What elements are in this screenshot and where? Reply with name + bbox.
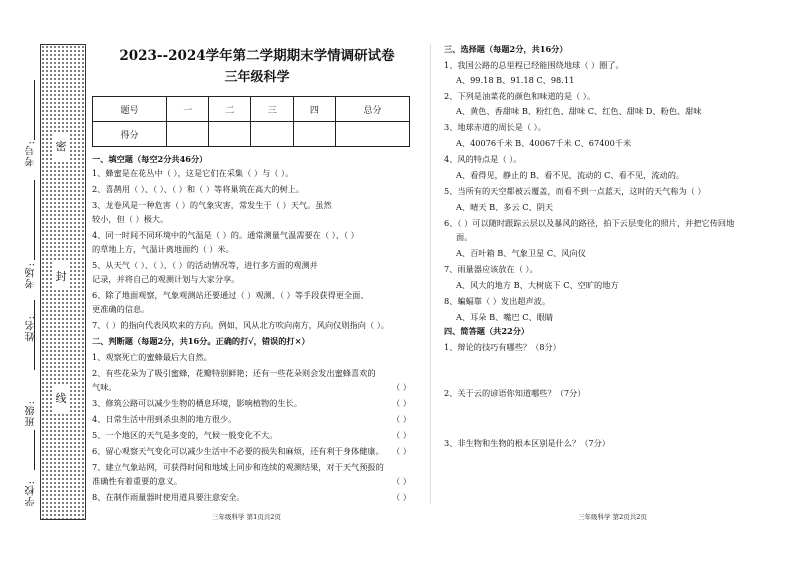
fill-line: 4、同一时间不同环境中的气温是（ ）的。通常测量气温需要在（ ）、（ ） (92, 230, 359, 240)
answer-blank[interactable]: （ ） (392, 476, 411, 486)
exam-subject: 三年级科学 (224, 70, 290, 85)
score-cell: 总分 (336, 97, 410, 122)
score-input-cell[interactable] (336, 122, 410, 147)
side-label-name: 姓名: (26, 315, 37, 342)
choice-line: A、晴天 B、多云 C、阴天 (456, 202, 554, 212)
judge-item: 3、修筑公路可以减少生物的栖息环境，影响植物的生长。 (92, 398, 302, 408)
choice-line: 4、风的特点是（ ）。 (444, 154, 522, 164)
exam-title: 2023--2024学年第二学期期末学情调研试卷 (119, 48, 395, 64)
judge-item: 准确性有着重要的意义。 (92, 476, 183, 486)
page-divider (430, 44, 431, 504)
short-answer-question: 3、非生物和生物的根本区别是什么？（7分） (444, 438, 610, 448)
seal-mi: 密 (52, 132, 70, 160)
answer-blank[interactable]: （ ） (392, 430, 411, 440)
judge-item: 气味。 (92, 382, 117, 392)
score-input-cell[interactable] (293, 122, 335, 147)
choice-line: 面。 (456, 232, 473, 242)
fill-line: 5、从天气（ ）、（ ）、（ ）的活动情况等，进行多方面的观测并 (92, 260, 318, 270)
side-label-school: 学校: (26, 480, 37, 507)
fill-line: 3、龙卷风是一种危害（ ）的气象灾害，常发生于（ ）天气。虽然 (92, 200, 332, 210)
section2-title: 二、判断题（每题2分，共16分。正确的打√，错误的打×） (92, 336, 310, 346)
choice-line: A、40076千米 B、40067千米 C、67400千米 (456, 138, 632, 148)
judge-item: 1、观察死亡的蜜蜂最后大自然。 (92, 352, 212, 362)
judge-item: 7、建立气象站网，可获得时间和地域上同步和连续的观测结果，对于天气预报的 (92, 462, 384, 472)
judge-item: 2、有些花朵为了吸引蜜蜂，花瓣特别鲜艳；还有一些花朵则会发出蜜蜂喜欢的 (92, 368, 376, 378)
score-table-header-row (93, 97, 410, 122)
judge-item: 8、在制作雨量器时使用道具要注意安全。 (92, 492, 245, 502)
section1-title: 一、填空题（每空2分共46分） (92, 154, 208, 164)
fill-line: 6、除了地面观察，气象观测站还要通过（ ）观测、（ ）等手段获得更全面、 (92, 290, 369, 300)
short-answer-question: 1、辩论的技巧有哪些？（8分） (444, 342, 561, 352)
side-label-class: 班级: (26, 400, 37, 427)
score-cell: 题号 (93, 97, 167, 122)
choice-line: 3、地球赤道的周长是（ ）。 (444, 122, 546, 132)
score-input-cell[interactable] (209, 122, 251, 147)
answer-blank[interactable]: （ ） (392, 414, 411, 424)
choice-line: A、百叶箱 B、气象卫星 C、风向仪 (456, 248, 586, 258)
judge-item: 5、一个地区的天气是多变的，气候一般变化不大。 (92, 430, 278, 440)
choice-line: 5、当所有的天空都被云覆盖，而看不到一点蓝天，这时的天气称为（ ） (444, 186, 706, 196)
side-label-exam-number: 考号: (26, 140, 37, 167)
choice-line: A、看得见，静止的 B、看不见，流动的 C、看不见，流动的。 (456, 170, 685, 180)
choice-line: 1、我国公路的总里程已经能围绕地球（ ）圈了。 (444, 60, 624, 70)
choice-line: 7、雨量器应该放在（ ）。 (444, 264, 538, 274)
page-footer-right: 三年级科学 第2页共2页 (578, 513, 647, 521)
score-input-cell[interactable] (251, 122, 293, 147)
fill-line: 2、喜鹊用（ ）、（ ）、（ ）和（ ）等将巢筑在高大的树上。 (92, 184, 305, 194)
judge-item: 6、留心观察天气变化可以减少生活中不必要的损失和麻烦，还有利于身体健康。 (92, 446, 384, 456)
choice-line: 2、下列是油菜花的颜色和味道的是（ ）。 (444, 91, 596, 101)
fill-line: 的草地上方，气温计离地面约（ ）米。 (92, 244, 234, 254)
choice-line: A、99.18 B、91.18 C、98.11 (456, 75, 575, 85)
fill-line: 7、（ ）的指向代表风吹来的方向。例如，风从北方吹向南方，风向仪则指向（ ）。 (92, 320, 389, 330)
score-table (92, 96, 410, 147)
score-cell: 一 (166, 97, 208, 122)
fill-line: 1、蜂蜜是在花丛中（ ），这是它们在采集（ ）与（ ）。 (92, 168, 294, 178)
fill-line: 较小，但（ ）极大。 (92, 214, 169, 224)
seal-xian: 线 (52, 384, 70, 412)
choice-line: A、风大的地方 B、大树底下 C、空旷的地方 (456, 280, 619, 290)
answer-blank[interactable]: （ ） (392, 492, 411, 502)
page-footer-left: 三年级科学 第1页共2页 (212, 513, 281, 521)
answer-blank[interactable]: （ ） (392, 398, 411, 408)
section4-title: 四、简答题（共22分） (444, 326, 530, 336)
score-cell: 二 (209, 97, 251, 122)
answer-blank[interactable]: （ ） (392, 446, 411, 456)
score-cell: 四 (293, 97, 335, 122)
side-label-exam-room: 考场: (26, 262, 37, 289)
choice-line: A、耳朵 B、嘴巴 C、眼睛 (456, 312, 554, 322)
choice-line: 8、蝙蝠靠（ ）发出超声波。 (444, 296, 551, 306)
seal-feng: 封 (52, 262, 70, 290)
fill-line: 更准确的信息。 (92, 304, 150, 314)
short-answer-question: 2、关于云的谚语你知道哪些？（7分） (444, 388, 586, 398)
score-cell: 三 (251, 97, 293, 122)
section3-title: 三、选择题（每题2分，共16分） (444, 44, 568, 54)
score-input-cell[interactable] (166, 122, 208, 147)
fill-line: 记录，并将自己的观测计划与大家分享。 (92, 274, 240, 284)
score-table-score-row (93, 122, 410, 147)
answer-blank[interactable]: （ ） (392, 382, 411, 392)
choice-line: A、黄色、香甜味 B、粉红色、甜味 C、红色、甜味 D、粉色、甜味 (456, 106, 702, 116)
choice-line: 6、（ ）可以随时跟踪云层以及暴风的路径，拍下云层变化的照片，并把它传回地 (444, 218, 735, 228)
judge-item: 4、日常生活中用到杀虫剂的地方很少。 (92, 414, 237, 424)
score-cell: 得分 (93, 122, 167, 147)
